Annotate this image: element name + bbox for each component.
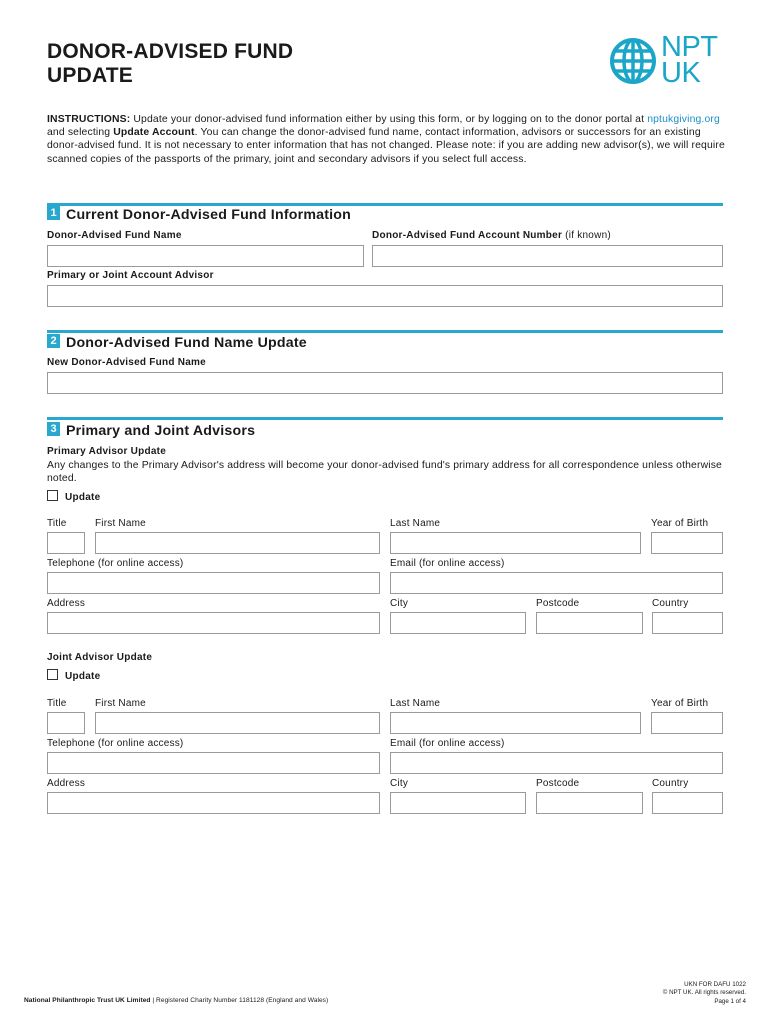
joint-email-input[interactable] [390, 752, 723, 774]
logo-uk-text: UK [661, 57, 701, 89]
joint-city-label: City [390, 778, 409, 789]
instructions [47, 113, 727, 166]
page-title-line1: DONOR-ADVISED FUND [47, 40, 294, 63]
primary-year-of-birth-input[interactable] [651, 532, 723, 554]
primary-telephone-label: Telephone (for online access) [47, 558, 184, 569]
joint-city-input[interactable] [390, 792, 526, 814]
primary-email-label: Email (for online access) [390, 558, 505, 569]
primary-postcode-label: Postcode [536, 598, 580, 609]
joint-year-of-birth-label: Year of Birth [651, 698, 709, 709]
account-advisor-input[interactable] [47, 285, 723, 307]
account-advisor-label: Primary or Joint Account Advisor [47, 270, 214, 281]
joint-first-name-label: First Name [95, 698, 146, 709]
portal-link[interactable]: nptukgiving.org [647, 114, 720, 125]
footer-page-number: Page 1 of 4 [714, 997, 746, 1005]
primary-first-name-input[interactable] [95, 532, 380, 554]
new-fund-name-label: New Donor-Advised Fund Name [47, 357, 206, 368]
primary-update-checkbox[interactable] [47, 490, 58, 501]
primary-title-input[interactable] [47, 532, 85, 554]
account-number-label [372, 230, 611, 241]
joint-country-input[interactable] [652, 792, 723, 814]
primary-telephone-input[interactable] [47, 572, 380, 594]
primary-update-label: Update [65, 492, 101, 503]
joint-first-name-input[interactable] [95, 712, 380, 734]
primary-last-name-input[interactable] [390, 532, 641, 554]
joint-update-label: Update [65, 671, 101, 682]
fund-name-label: Donor-Advised Fund Name [47, 230, 182, 241]
joint-title-label: Title [47, 698, 67, 709]
joint-postcode-label: Postcode [536, 778, 580, 789]
logo-npt-text: NPT [661, 31, 718, 63]
globe-icon [610, 38, 656, 84]
joint-telephone-input[interactable] [47, 752, 380, 774]
fund-name-input[interactable] [47, 245, 364, 267]
joint-email-label: Email (for online access) [390, 738, 505, 749]
footer-form-code: UKN FOR DAFU 1022 [684, 981, 746, 988]
page-title-line2: UPDATE [47, 64, 133, 87]
primary-advisor-note: Any changes to the Primary Advisor's address will become your donor-advised fund's primary address for all correspondence unless otherwise noted. [47, 460, 722, 484]
joint-advisor-heading: Joint Advisor Update [47, 652, 153, 663]
instructions-text2: and selecting [47, 127, 114, 139]
primary-city-label: City [390, 598, 409, 609]
section-3-rule [47, 417, 723, 420]
footer-copyright: © NPT UK. All rights reserved. [662, 989, 746, 997]
joint-title-input[interactable] [47, 712, 85, 734]
joint-last-name-input[interactable] [390, 712, 641, 734]
section-2-rule [47, 330, 723, 333]
primary-first-name-label: First Name [95, 518, 146, 529]
section-3-title: Primary and Joint Advisors [66, 423, 256, 439]
joint-update-checkbox[interactable] [47, 669, 58, 680]
section-1-number: 1 [47, 206, 60, 220]
primary-title-label: Title [47, 518, 67, 529]
account-number-input[interactable] [372, 245, 723, 267]
account-number-label-text: Donor-Advised Fund Account Number [372, 230, 563, 241]
section-1-title: Current Donor-Advised Fund Information [66, 207, 352, 223]
footer-registration: | Registered Charity Number 1181128 (England and Wales) [150, 997, 329, 1004]
primary-address-input[interactable] [47, 612, 380, 634]
instructions-text1: Update your donor-advised fund information either by using this form, or by logging on to the donor portal at [130, 114, 648, 125]
primary-country-label: Country [652, 598, 689, 609]
footer-page-info [600, 981, 746, 1006]
npt-uk-logo [610, 31, 726, 89]
section-2-title: Donor-Advised Fund Name Update [66, 335, 307, 351]
joint-last-name-label: Last Name [390, 698, 441, 709]
account-number-hint: (if known) [565, 230, 611, 241]
instructions-text3: . You can change the donor-advised fund name, contact information, advisors or successors for an existing donor-advised fund. It is not necessary to enter information that has not changed. Please note: if you are adding new advisor(s), we will require scanned copies of the passports of the primary, joint and secondary advisors if you select full access. [47, 127, 725, 165]
joint-address-label: Address [47, 778, 86, 789]
primary-advisor-heading: Primary Advisor Update [47, 446, 167, 457]
primary-email-input[interactable] [390, 572, 723, 594]
new-fund-name-input[interactable] [47, 372, 723, 394]
page-title [47, 40, 367, 88]
primary-city-input[interactable] [390, 612, 526, 634]
primary-postcode-input[interactable] [536, 612, 643, 634]
primary-address-label: Address [47, 598, 86, 609]
instructions-update-account: Update Account [113, 127, 195, 139]
footer-org-name: National Philanthropic Trust UK Limited [24, 997, 151, 1004]
primary-last-name-label: Last Name [390, 518, 441, 529]
primary-country-input[interactable] [652, 612, 723, 634]
joint-address-input[interactable] [47, 792, 380, 814]
section-3-number: 3 [47, 422, 60, 436]
instructions-lead: INSTRUCTIONS: [47, 114, 131, 125]
footer-organization [24, 997, 328, 1004]
joint-postcode-input[interactable] [536, 792, 643, 814]
joint-country-label: Country [652, 778, 689, 789]
primary-year-of-birth-label: Year of Birth [651, 518, 709, 529]
section-2-number: 2 [47, 334, 60, 348]
joint-year-of-birth-input[interactable] [651, 712, 723, 734]
joint-telephone-label: Telephone (for online access) [47, 738, 184, 749]
section-1-rule [47, 203, 723, 206]
